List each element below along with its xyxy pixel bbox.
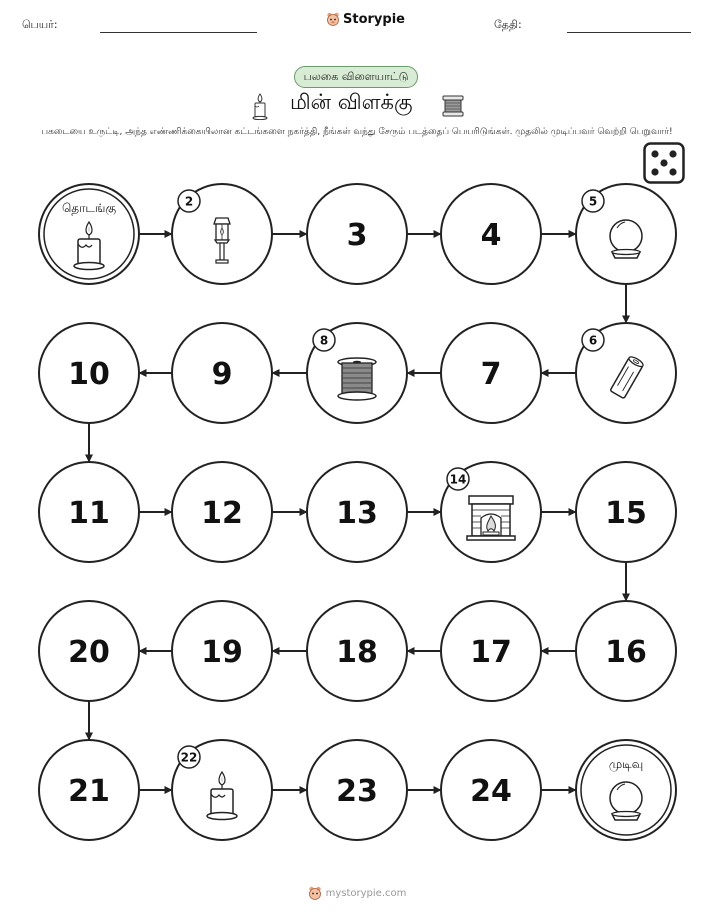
- thread-spool-icon: [338, 358, 376, 400]
- date-label: தேதி:: [494, 18, 522, 31]
- board-square-13[interactable]: [307, 462, 407, 562]
- board-square-11[interactable]: [39, 462, 139, 562]
- board-square-8[interactable]: [307, 323, 407, 423]
- board-square-16[interactable]: [576, 601, 676, 701]
- crystal-ball-icon: [610, 220, 642, 258]
- board-square-18[interactable]: [307, 601, 407, 701]
- square-number: 10: [68, 357, 110, 392]
- board-square-19[interactable]: [172, 601, 272, 701]
- instructions-text: பகடையை உருட்டி, அந்த எண்ணிக்கையிலான கட்டங்களை நகர்த்தி, நீங்கள் வந்து சேரும் படத்தைப் பெயரிடுங்கள். முதலில் முடிப்பவர் வெற்றி பெறுவார்!: [41, 127, 673, 137]
- square-number: 18: [336, 635, 378, 670]
- board-square-25[interactable]: [576, 740, 676, 840]
- board-square-4[interactable]: [441, 184, 541, 284]
- square-number: 11: [68, 496, 110, 531]
- square-number: 2: [184, 194, 194, 209]
- board-square-17[interactable]: [441, 601, 541, 701]
- square-number: 13: [336, 496, 378, 531]
- board-square-7[interactable]: [441, 323, 541, 423]
- square-number: 9: [211, 357, 233, 392]
- board-square-12[interactable]: [172, 462, 272, 562]
- square-number: 6: [588, 333, 598, 348]
- square-number: 12: [201, 496, 243, 531]
- square-number: 21: [68, 774, 110, 809]
- footer-url: mystorypie.com: [325, 888, 407, 899]
- square-number: 22: [180, 750, 198, 765]
- board-square-20[interactable]: [39, 601, 139, 701]
- board-square-22[interactable]: [172, 740, 272, 840]
- square-number: 7: [480, 357, 502, 392]
- square-number: 17: [470, 635, 512, 670]
- board-square-3[interactable]: [307, 184, 407, 284]
- board-square-14[interactable]: [441, 462, 541, 562]
- square-number: 14: [449, 472, 467, 487]
- fireplace-icon: [467, 496, 515, 540]
- crystal-ball-icon: [610, 782, 642, 820]
- square-number: 16: [605, 635, 647, 670]
- board-square-6[interactable]: [576, 323, 676, 423]
- board-game-badge: பலகை விளையாட்டு: [294, 66, 418, 88]
- board-square-10[interactable]: [39, 323, 139, 423]
- square-number: 3: [346, 218, 368, 253]
- square-number: 19: [201, 635, 243, 670]
- square-number: 23: [336, 774, 378, 809]
- footer: [0, 886, 714, 901]
- start-label: தொடங்கு: [61, 201, 117, 215]
- square-number: 20: [68, 635, 110, 670]
- board-square-2[interactable]: [172, 184, 272, 284]
- board-square-24[interactable]: [441, 740, 541, 840]
- board-square-9[interactable]: [172, 323, 272, 423]
- square-number: 24: [470, 774, 512, 809]
- page-title: மின் விளக்கு: [290, 90, 413, 114]
- board-square-15[interactable]: [576, 462, 676, 562]
- square-number: 4: [480, 218, 502, 253]
- storypie-mascot-icon: [308, 886, 322, 901]
- finish-label: முடிவு: [608, 757, 644, 771]
- square-number: 5: [588, 194, 598, 209]
- board-square-1[interactable]: [39, 184, 139, 284]
- board-square-23[interactable]: [307, 740, 407, 840]
- board-square-21[interactable]: [39, 740, 139, 840]
- square-number: 8: [319, 333, 329, 348]
- board-square-5[interactable]: [576, 184, 676, 284]
- square-number: 15: [605, 496, 647, 531]
- brand-name: Storypie: [343, 12, 405, 27]
- name-label: பெயர்:: [22, 18, 58, 31]
